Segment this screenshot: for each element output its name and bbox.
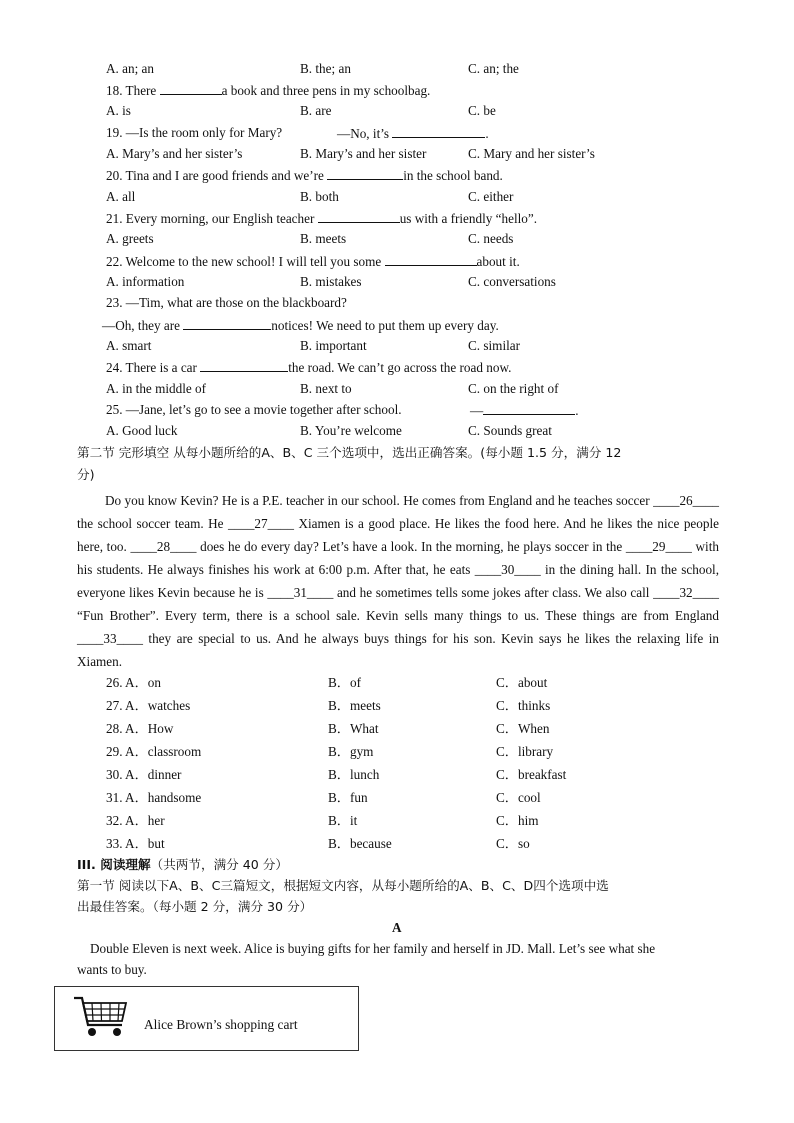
question-25: 25. —Jane, let’s go to see a movie together after school. [106, 402, 402, 417]
q33-option-c: C．so [496, 836, 530, 851]
q25-reply [470, 401, 578, 420]
answer-blank [200, 358, 288, 372]
q28-option-c: C．When [496, 721, 550, 736]
q19-end: . [485, 126, 489, 141]
q25-reply-text: — [470, 403, 484, 418]
blank-31: ____31____ [267, 585, 334, 600]
answer-blank [160, 81, 222, 95]
q22-option-a: A. information [106, 274, 185, 289]
question-18 [106, 81, 430, 100]
blank-29: ____29____ [625, 539, 692, 554]
q25-option-c: C. Sounds great [468, 423, 552, 438]
q27-option-c: C．thinks [496, 698, 551, 713]
q24-option-a: A. in the middle of [106, 381, 206, 396]
q18-option-a: A. is [106, 103, 131, 118]
q22-stem-start: 22. Welcome to the new school! I will tell you some [106, 254, 382, 269]
q29-option-c: C．library [496, 744, 554, 759]
q23-option-b: B. important [300, 338, 367, 353]
q19-option-c: C. Mary and her sister’s [468, 146, 595, 161]
q22-option-c: C. conversations [468, 274, 556, 289]
q18-option-b: B. are [300, 103, 332, 118]
shopping-cart-box [54, 986, 359, 1051]
q24-option-b: B. next to [300, 381, 352, 396]
passage-text: the school soccer team. He [77, 516, 229, 531]
q17-option-a: A. an; an [106, 61, 154, 76]
q31-option-b: B．fun [328, 790, 368, 805]
q21-stem-start: 21. Every morning, our English teacher [106, 211, 315, 226]
answer-blank [327, 166, 403, 180]
passage-text: does he do every day? Let’s have a look. In the morning, he plays soccer in the [196, 539, 626, 554]
question-20 [106, 166, 503, 185]
q31-option-a: 31. A．handsome [106, 790, 202, 805]
q30-option-b: B．lunch [328, 767, 380, 782]
q20-stem-start: 20. Tina and I are good friends and we’re [106, 168, 324, 183]
q19-option-b: B. Mary’s and her sister [300, 146, 427, 161]
q18-stem-start: 18. There [106, 83, 157, 98]
q23-option-a: A. smart [106, 338, 152, 353]
question-21 [106, 209, 537, 228]
shopping-cart-label: Alice Brown’s shopping cart [144, 1017, 298, 1032]
answer-blank [183, 316, 271, 330]
passage-text: Do you know Kevin? He is a P.E. teacher in our school. He comes from England and he teaches soccer [105, 493, 650, 508]
q32-option-c: C．him [496, 813, 539, 828]
q28-option-a: 28. A．How [106, 721, 174, 736]
q26-option-c: C．about [496, 675, 548, 690]
q18-option-c: C. be [468, 103, 496, 118]
q17-option-b: B. the; an [300, 61, 351, 76]
q19-option-a: A. Mary’s and her sister’s [106, 146, 243, 161]
question-19 [106, 124, 282, 142]
part3-instructions-1: 第一节 阅读以下A、B、C三篇短文，根据短文内容，从每小题所给的A、B、C、D四个选项中选 [77, 878, 609, 893]
answer-blank [392, 124, 485, 138]
q18-stem-end: a book and three pens in my schoolbag. [221, 83, 431, 98]
q21-option-c: C. needs [468, 231, 514, 246]
section2-heading-cont: 分) [77, 467, 95, 482]
q29-option-a: 29. A．classroom [106, 744, 202, 759]
q30-option-c: C．breakfast [496, 767, 567, 782]
q23-stem-start: —Oh, they are [102, 318, 180, 333]
q21-option-a: A. greets [106, 231, 154, 246]
question-22 [106, 252, 520, 271]
q19-reply-text: —No, it’s [337, 126, 390, 141]
blank-32: ____32____ [653, 585, 719, 600]
answer-blank [483, 401, 575, 415]
section2-heading: 第二节 完形填空 从每小题所给的A、B、C 三个选项中，选出正确答案。(每小题 1.5 分，满分 12 [77, 445, 622, 460]
q24-stem-end: the road. We can’t go across the road now. [288, 360, 512, 375]
blank-26: ____26____ [653, 493, 720, 508]
q23-option-c: C. similar [468, 338, 521, 353]
q27-option-b: B．meets [328, 698, 381, 713]
q30-option-a: 30. A．dinner [106, 767, 182, 782]
part3-heading [77, 856, 288, 874]
cloze-passage [77, 489, 719, 673]
part3-heading-rest: （共两节，满分 40 分） [150, 857, 288, 872]
blank-30: ____30____ [474, 562, 541, 577]
passage-text: “Fun Brother”. Every term, there is a school sale. Kevin sells many things to us. These things are from England [77, 608, 719, 623]
q31-option-c: C．cool [496, 790, 541, 805]
q20-option-c: C. either [468, 189, 514, 204]
q19-stem: 19. —Is the room only for Mary? [106, 125, 283, 140]
q20-stem-end: in the school band. [403, 168, 503, 183]
q20-option-b: B. both [300, 189, 339, 204]
q27-option-a: 27. A．watches [106, 698, 191, 713]
blank-28: ____28____ [130, 539, 197, 554]
question-23: 23. —Tim, what are those on the blackboard? [106, 295, 347, 310]
q33-option-a: 33. A．but [106, 836, 165, 851]
q26-option-a: 26. A．on [106, 675, 161, 690]
q23-stem-end: notices! We need to put them up every day. [271, 318, 499, 333]
q19-reply [337, 124, 489, 143]
part3-instructions-2: 出最佳答案。（每小题 2 分，满分 30 分） [77, 899, 313, 914]
q20-option-a: A. all [106, 189, 136, 204]
passage-text: Xiamen is a good place. He likes the food here. And he likes the nice people here, too. [77, 516, 719, 554]
answer-blank [385, 252, 477, 266]
q28-option-b: B．What [328, 721, 379, 736]
q25-option-a: A. Good luck [106, 423, 178, 438]
passage-text: in the dining hall. In the school, everyone likes Kevin because he is [77, 562, 720, 600]
q32-option-b: B．it [328, 813, 358, 828]
passage-a-intro-2: wants to buy. [77, 962, 147, 977]
blank-27: ____27____ [228, 516, 294, 531]
q29-option-b: B．gym [328, 744, 374, 759]
shopping-cart-icon [72, 995, 130, 1043]
q21-stem-end: us with a friendly “hello”. [399, 211, 538, 226]
q33-option-b: B．because [328, 836, 392, 851]
q32-option-a: 32. A．her [106, 813, 165, 828]
q26-option-b: B．of [328, 675, 361, 690]
q24-stem-start: 24. There is a car [106, 360, 197, 375]
q21-option-b: B. meets [300, 231, 347, 246]
q22-stem-end: about it. [476, 254, 520, 269]
q25-end: . [575, 403, 579, 418]
passage-a-title: A [392, 920, 402, 935]
q17-option-c: C. an; the [468, 61, 519, 76]
q25-option-b: B. You’re welcome [300, 423, 402, 438]
blank-33: ____33____ [77, 631, 143, 646]
passage-text: they are special to us. And he always buys things for his son. Kevin says he likes the relaxing life in Xiamen. [77, 631, 719, 669]
q24-option-c: C. on the right of [468, 381, 559, 396]
passage-text: with his students. He always finishes his work at 6:00 p.m. After that, he eats [77, 539, 719, 577]
answer-blank [318, 209, 400, 223]
part3-heading-bold: III. 阅读理解 [77, 857, 151, 872]
passage-a-intro-1: Double Eleven is next week. Alice is buying gifts for her family and herself in JD. Mall. Let’s see what she [90, 941, 656, 956]
passage-text: and he sometimes tells some jokes after class. We also call [333, 585, 654, 600]
question-24 [106, 358, 511, 377]
q22-option-b: B. mistakes [300, 274, 362, 289]
q23-reply [102, 316, 499, 335]
